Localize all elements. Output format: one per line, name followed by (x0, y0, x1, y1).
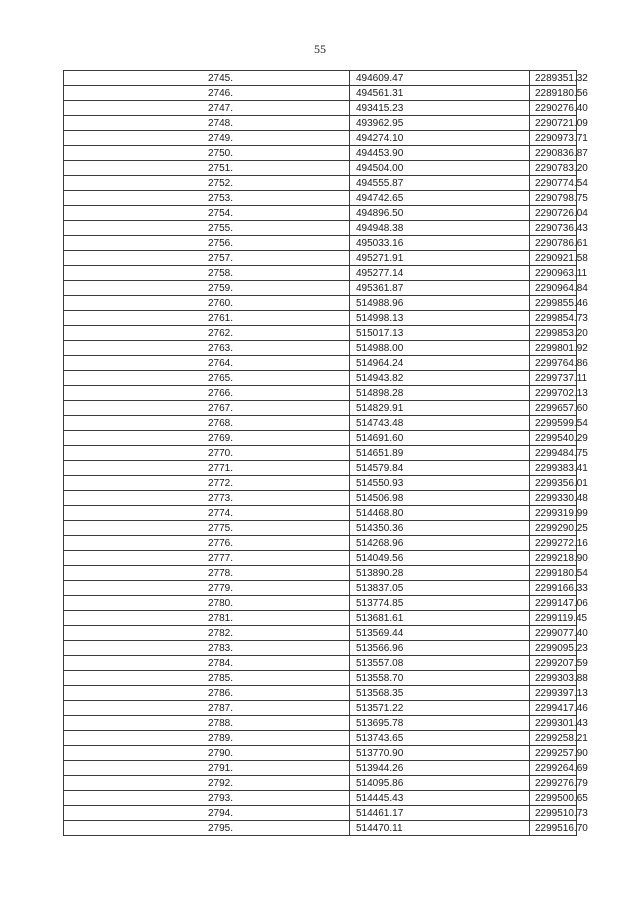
point-number-cell: 2765. (64, 371, 350, 386)
x-coordinate-cell: 513743.65 (350, 731, 530, 746)
y-coordinate-cell: 2299801.92 (530, 341, 577, 356)
x-coordinate-cell: 513890.28 (350, 566, 530, 581)
point-number-cell: 2785. (64, 671, 350, 686)
y-coordinate-cell: 2299095.23 (530, 641, 577, 656)
page-number: 55 (314, 42, 326, 56)
table-row (64, 206, 577, 221)
table-row (64, 491, 577, 506)
x-coordinate-cell: 513774.85 (350, 596, 530, 611)
table-row (64, 641, 577, 656)
table-row (64, 236, 577, 251)
table-row (64, 791, 577, 806)
table-row (64, 431, 577, 446)
y-coordinate-cell: 2299383.41 (530, 461, 577, 476)
table-row (64, 356, 577, 371)
coordinates-table (63, 70, 588, 836)
point-number-cell: 2764. (64, 356, 350, 371)
y-coordinate-cell: 2299207.59 (530, 656, 577, 671)
coordinates-table-body (64, 71, 588, 836)
table-row (64, 71, 577, 86)
point-number-cell: 2784. (64, 656, 350, 671)
x-coordinate-cell: 513944.26 (350, 761, 530, 776)
x-coordinate-cell: 494742.65 (350, 191, 530, 206)
y-coordinate-cell: 2299303.88 (530, 671, 577, 686)
x-coordinate-cell: 515017.13 (350, 326, 530, 341)
x-coordinate-cell: 514651.89 (350, 446, 530, 461)
x-coordinate-cell: 494504.00 (350, 161, 530, 176)
table-row (64, 311, 577, 326)
point-number-cell: 2751. (64, 161, 350, 176)
point-number-cell: 2789. (64, 731, 350, 746)
point-number-cell: 2766. (64, 386, 350, 401)
x-coordinate-cell: 513571.22 (350, 701, 530, 716)
point-number-cell: 2780. (64, 596, 350, 611)
x-coordinate-cell: 495361.87 (350, 281, 530, 296)
y-coordinate-cell: 2290726.04 (530, 206, 577, 221)
y-coordinate-cell: 2299356.01 (530, 476, 577, 491)
point-number-cell: 2795. (64, 821, 350, 836)
y-coordinate-cell: 2290721.09 (530, 116, 577, 131)
x-coordinate-cell: 495033.16 (350, 236, 530, 251)
point-number-cell: 2759. (64, 281, 350, 296)
table-row (64, 221, 577, 236)
y-coordinate-cell: 2290964.84 (530, 281, 577, 296)
point-number-cell: 2762. (64, 326, 350, 341)
y-coordinate-cell: 2299257.90 (530, 746, 577, 761)
table-row (64, 371, 577, 386)
point-number-cell: 2792. (64, 776, 350, 791)
y-coordinate-cell: 2299301.43 (530, 716, 577, 731)
y-coordinate-cell: 2299657.60 (530, 401, 577, 416)
x-coordinate-cell: 495277.14 (350, 266, 530, 281)
point-number-cell: 2770. (64, 446, 350, 461)
table-row (64, 521, 577, 536)
point-number-cell: 2787. (64, 701, 350, 716)
x-coordinate-cell: 513569.44 (350, 626, 530, 641)
point-number-cell: 2755. (64, 221, 350, 236)
table-row (64, 386, 577, 401)
x-coordinate-cell: 513568.35 (350, 686, 530, 701)
x-coordinate-cell: 514550.93 (350, 476, 530, 491)
x-coordinate-cell: 493415.23 (350, 101, 530, 116)
y-coordinate-cell: 2290783.20 (530, 161, 577, 176)
y-coordinate-cell: 2290786.61 (530, 236, 577, 251)
x-coordinate-cell: 513566.96 (350, 641, 530, 656)
x-coordinate-cell: 514445.43 (350, 791, 530, 806)
point-number-cell: 2750. (64, 146, 350, 161)
y-coordinate-cell: 2299540.29 (530, 431, 577, 446)
table-row (64, 446, 577, 461)
point-number-cell: 2794. (64, 806, 350, 821)
y-coordinate-cell: 2299417.46 (530, 701, 577, 716)
table-row (64, 596, 577, 611)
table-row (64, 116, 577, 131)
point-number-cell: 2767. (64, 401, 350, 416)
x-coordinate-cell: 494561.31 (350, 86, 530, 101)
point-number-cell: 2754. (64, 206, 350, 221)
table-row (64, 581, 577, 596)
y-coordinate-cell: 2290774.54 (530, 176, 577, 191)
table-row (64, 86, 577, 101)
point-number-cell: 2749. (64, 131, 350, 146)
x-coordinate-cell: 514829.91 (350, 401, 530, 416)
x-coordinate-cell: 514350.36 (350, 521, 530, 536)
x-coordinate-cell: 514579.84 (350, 461, 530, 476)
table-row (64, 101, 577, 116)
y-coordinate-cell: 2299702.13 (530, 386, 577, 401)
table-row (64, 131, 577, 146)
table-row (64, 551, 577, 566)
point-number-cell: 2791. (64, 761, 350, 776)
point-number-cell: 2752. (64, 176, 350, 191)
y-coordinate-cell: 2299737.11 (530, 371, 577, 386)
x-coordinate-cell: 494609.47 (350, 71, 530, 86)
table-row (64, 296, 577, 311)
x-coordinate-cell: 494555.87 (350, 176, 530, 191)
y-coordinate-cell: 2299516.70 (530, 821, 577, 836)
table-row (64, 506, 577, 521)
y-coordinate-cell: 2290973.71 (530, 131, 577, 146)
point-number-cell: 2782. (64, 626, 350, 641)
y-coordinate-cell: 2299510.73 (530, 806, 577, 821)
table-row (64, 251, 577, 266)
y-coordinate-cell: 2299500.65 (530, 791, 577, 806)
y-coordinate-cell: 2299077.40 (530, 626, 577, 641)
table-row (64, 686, 577, 701)
y-coordinate-cell: 2299599.54 (530, 416, 577, 431)
y-coordinate-cell: 2299853.20 (530, 326, 577, 341)
y-coordinate-cell: 2299258.21 (530, 731, 577, 746)
y-coordinate-cell: 2299397.13 (530, 686, 577, 701)
point-number-cell: 2757. (64, 251, 350, 266)
table-row (64, 176, 577, 191)
x-coordinate-cell: 513770.90 (350, 746, 530, 761)
y-coordinate-cell: 2299166.33 (530, 581, 577, 596)
table-row (64, 731, 577, 746)
table-row (64, 761, 577, 776)
point-number-cell: 2768. (64, 416, 350, 431)
y-coordinate-cell: 2299119.45 (530, 611, 577, 626)
x-coordinate-cell: 514743.48 (350, 416, 530, 431)
point-number-cell: 2775. (64, 521, 350, 536)
y-coordinate-cell: 2290276.40 (530, 101, 577, 116)
point-number-cell: 2760. (64, 296, 350, 311)
x-coordinate-cell: 514470.11 (350, 821, 530, 836)
table-row (64, 146, 577, 161)
y-coordinate-cell: 2290921.58 (530, 251, 577, 266)
point-number-cell: 2788. (64, 716, 350, 731)
y-coordinate-cell: 2289351.32 (530, 71, 577, 86)
x-coordinate-cell: 514898.28 (350, 386, 530, 401)
point-number-cell: 2753. (64, 191, 350, 206)
table-row (64, 566, 577, 581)
x-coordinate-cell: 514988.00 (350, 341, 530, 356)
x-coordinate-cell: 513681.61 (350, 611, 530, 626)
x-coordinate-cell: 494948.38 (350, 221, 530, 236)
table-row (64, 536, 577, 551)
y-coordinate-cell: 2299290.25 (530, 521, 577, 536)
x-coordinate-cell: 494274.10 (350, 131, 530, 146)
x-coordinate-cell: 514691.60 (350, 431, 530, 446)
table-row (64, 326, 577, 341)
point-number-cell: 2748. (64, 116, 350, 131)
point-number-cell: 2790. (64, 746, 350, 761)
x-coordinate-cell: 514506.98 (350, 491, 530, 506)
table-row (64, 671, 577, 686)
y-coordinate-cell: 2290836.87 (530, 146, 577, 161)
y-coordinate-cell: 2299218.90 (530, 551, 577, 566)
table-row (64, 656, 577, 671)
x-coordinate-cell: 514049.56 (350, 551, 530, 566)
table-row (64, 281, 577, 296)
x-coordinate-cell: 514964.24 (350, 356, 530, 371)
table-row (64, 401, 577, 416)
x-coordinate-cell: 513695.78 (350, 716, 530, 731)
table-row (64, 701, 577, 716)
point-number-cell: 2763. (64, 341, 350, 356)
y-coordinate-cell: 2299147.06 (530, 596, 577, 611)
y-coordinate-cell: 2299484.75 (530, 446, 577, 461)
x-coordinate-cell: 514268.96 (350, 536, 530, 551)
x-coordinate-cell: 514095.86 (350, 776, 530, 791)
y-coordinate-cell: 2299764.86 (530, 356, 577, 371)
y-coordinate-cell: 2290736.43 (530, 221, 577, 236)
point-number-cell: 2756. (64, 236, 350, 251)
x-coordinate-cell: 493962.95 (350, 116, 530, 131)
y-coordinate-cell: 2299855.46 (530, 296, 577, 311)
point-number-cell: 2783. (64, 641, 350, 656)
x-coordinate-cell: 494453.90 (350, 146, 530, 161)
point-number-cell: 2746. (64, 86, 350, 101)
point-number-cell: 2774. (64, 506, 350, 521)
table-row (64, 776, 577, 791)
y-coordinate-cell: 2299180.54 (530, 566, 577, 581)
point-number-cell: 2771. (64, 461, 350, 476)
table-row (64, 821, 577, 836)
point-number-cell: 2773. (64, 491, 350, 506)
point-number-cell: 2781. (64, 611, 350, 626)
y-coordinate-cell: 2299330.48 (530, 491, 577, 506)
table-row (64, 626, 577, 641)
x-coordinate-cell: 495271.91 (350, 251, 530, 266)
table-row (64, 416, 577, 431)
point-number-cell: 2786. (64, 686, 350, 701)
table-row (64, 266, 577, 281)
table-row (64, 806, 577, 821)
table-row (64, 476, 577, 491)
table-row (64, 611, 577, 626)
point-number-cell: 2769. (64, 431, 350, 446)
y-coordinate-cell: 2299264.69 (530, 761, 577, 776)
y-coordinate-cell: 2299319.99 (530, 506, 577, 521)
y-coordinate-cell: 2299272.16 (530, 536, 577, 551)
point-number-cell: 2761. (64, 311, 350, 326)
point-number-cell: 2779. (64, 581, 350, 596)
table-row (64, 341, 577, 356)
table-row (64, 716, 577, 731)
point-number-cell: 2745. (64, 71, 350, 86)
table-row (64, 191, 577, 206)
table-row (64, 461, 577, 476)
point-number-cell: 2747. (64, 101, 350, 116)
point-number-cell: 2793. (64, 791, 350, 806)
point-number-cell: 2777. (64, 551, 350, 566)
table-row (64, 746, 577, 761)
x-coordinate-cell: 513557.08 (350, 656, 530, 671)
x-coordinate-cell: 514943.82 (350, 371, 530, 386)
x-coordinate-cell: 514998.13 (350, 311, 530, 326)
y-coordinate-cell: 2299276.79 (530, 776, 577, 791)
x-coordinate-cell: 514468.80 (350, 506, 530, 521)
point-number-cell: 2778. (64, 566, 350, 581)
y-coordinate-cell: 2290798.75 (530, 191, 577, 206)
y-coordinate-cell: 2289180.56 (530, 86, 577, 101)
point-number-cell: 2772. (64, 476, 350, 491)
x-coordinate-cell: 513558.70 (350, 671, 530, 686)
x-coordinate-cell: 514988.96 (350, 296, 530, 311)
table-row (64, 161, 577, 176)
point-number-cell: 2758. (64, 266, 350, 281)
y-coordinate-cell: 2290963.11 (530, 266, 577, 281)
x-coordinate-cell: 494896.50 (350, 206, 530, 221)
x-coordinate-cell: 514461.17 (350, 806, 530, 821)
x-coordinate-cell: 513837.05 (350, 581, 530, 596)
y-coordinate-cell: 2299854.73 (530, 311, 577, 326)
point-number-cell: 2776. (64, 536, 350, 551)
